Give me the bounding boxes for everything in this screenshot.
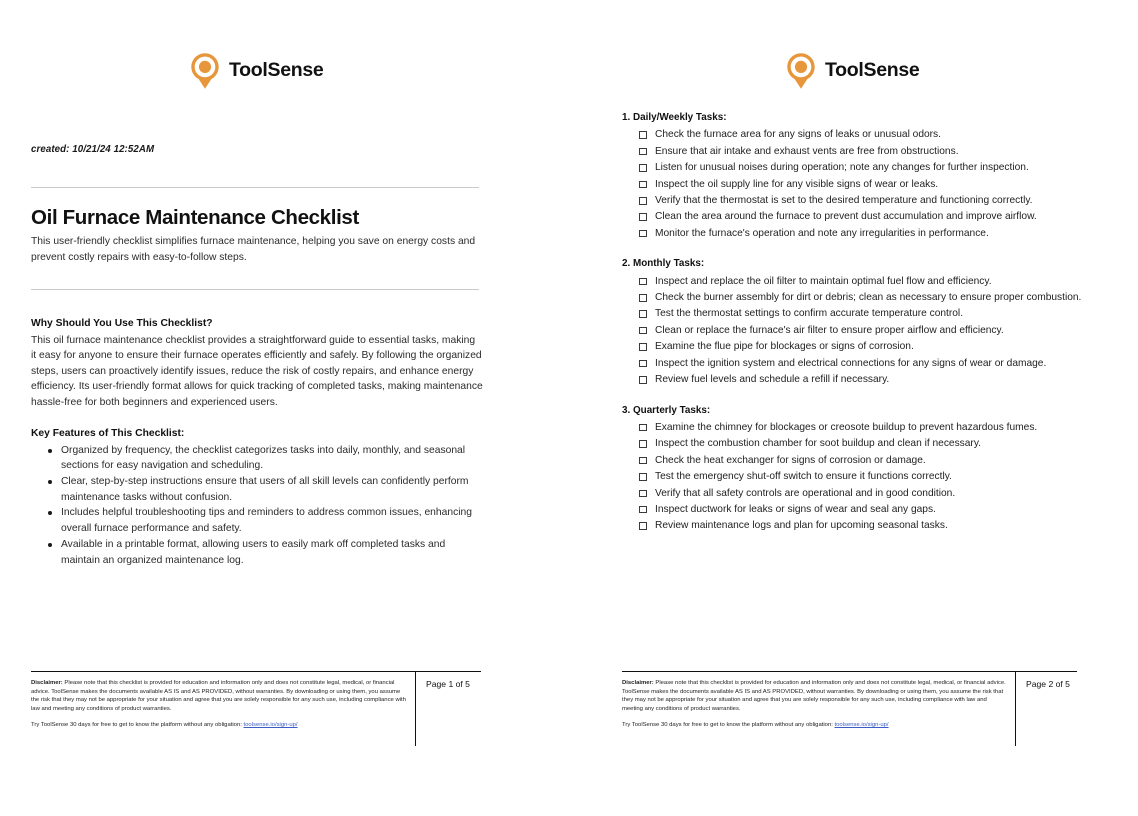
- checklist-item[interactable]: [639, 486, 1082, 502]
- task-section-monthly: [622, 256, 1082, 388]
- checklist-item[interactable]: [639, 127, 1082, 143]
- trial-text: Try ToolSense 30 days for free to get to know the platform without any obligation:: [622, 721, 835, 728]
- disclaimer-body: Please note that this checklist is provided for education and information only and does not constitute legal, medical, or financial advice. ToolSense makes the documents available AS IS and AS PROVIDED, without warranties. By downloading or using them, you assume the risk that they may not be appropriate for your situation and agree that you are solely responsible for any such use, including compliance with law and meeting any conditions of product warranties.: [31, 680, 406, 712]
- checkbox-icon[interactable]: [639, 440, 647, 448]
- checklist-item[interactable]: [639, 209, 1082, 225]
- why-section-heading: Why Should You Use This Checklist?: [31, 318, 213, 329]
- disclaimer-label: Disclaimer:: [622, 680, 654, 686]
- why-section: [31, 316, 483, 411]
- checkbox-icon[interactable]: [639, 181, 647, 189]
- checkbox-icon[interactable]: [639, 294, 647, 302]
- checklist-item-label: Verify that the thermostat is set to the desired temperature and functioning correctly.: [655, 195, 1033, 207]
- checklist-item[interactable]: [639, 290, 1082, 306]
- page-footer-2: [622, 671, 1077, 745]
- signup-link[interactable]: toolsense.io/sign-up/: [834, 721, 889, 728]
- page-title: Oil Furnace Maintenance Checklist: [31, 206, 359, 229]
- checklist-item[interactable]: [639, 436, 1082, 452]
- checklist-item-label: Test the emergency shut-off switch to ensure it functions correctly.: [655, 471, 952, 483]
- checklist-item-label: Review fuel levels and schedule a refill if necessary.: [655, 374, 890, 386]
- checkbox-icon[interactable]: [639, 522, 647, 530]
- checklist-item-label: Inspect and replace the oil filter to maintain optimal fuel flow and efficiency.: [655, 275, 992, 287]
- trial-text: Try ToolSense 30 days for free to get to know the platform without any obligation:: [31, 721, 244, 728]
- checklist-item[interactable]: [639, 177, 1082, 193]
- checklist-item[interactable]: [639, 323, 1082, 339]
- checklist-item-label: Clean the area around the furnace to prevent dust accumulation and improve airflow.: [655, 211, 1037, 223]
- footer-disclaimer: [31, 672, 415, 745]
- list-item: Includes helpful troubleshooting tips and reminders to address common issues, enhancing overall furnace performance and safety.: [61, 505, 483, 536]
- checkbox-icon[interactable]: [639, 213, 647, 221]
- checklist-item-label: Test the thermostat settings to confirm accurate temperature control.: [655, 308, 964, 320]
- footer-trial-line: [622, 721, 1007, 730]
- list-item: Organized by frequency, the checklist categorizes tasks into daily, monthly, and seasonal sections for easy navigation and scheduling.: [61, 443, 483, 474]
- checkbox-icon[interactable]: [639, 490, 647, 498]
- checkbox-icon[interactable]: [639, 327, 647, 335]
- checklist-body: [622, 110, 1082, 535]
- disclaimer-body: Please note that this checklist is provided for education and information only and does not constitute legal, medical, or financial advice. ToolSense makes the documents available AS IS and AS PROVIDED, without warranties. By downloading or using them, you assume the risk that they may not be appropriate for your situation and agree that you are solely responsible for any such use, including compliance with law and meeting any conditions of product warranties.: [622, 680, 1006, 712]
- checklist-item[interactable]: [639, 453, 1082, 469]
- list-item: Available in a printable format, allowing users to easily mark off completed tasks and maintain an organized maintenance log.: [61, 537, 483, 568]
- created-timestamp: created: 10/21/24 12:52AM: [31, 144, 155, 155]
- checklist-item-label: Clean or replace the furnace's air filter to ensure proper airflow and efficiency.: [655, 324, 1004, 336]
- checklist-item[interactable]: [639, 306, 1082, 322]
- task-section-heading: 1. Daily/Weekly Tasks:: [622, 112, 727, 123]
- checkbox-icon[interactable]: [639, 310, 647, 318]
- checkbox-icon[interactable]: [639, 343, 647, 351]
- checklist-item[interactable]: [639, 274, 1082, 290]
- checklist-item[interactable]: [639, 420, 1082, 436]
- checklist-item[interactable]: [639, 356, 1082, 372]
- task-list-monthly: [622, 274, 1082, 389]
- checklist-item[interactable]: [639, 193, 1082, 209]
- checklist-item[interactable]: [639, 160, 1082, 176]
- checklist-item-label: Check the burner assembly for dirt or debris; clean as necessary to ensure proper combustion.: [655, 292, 1082, 304]
- task-list-daily-weekly: [622, 127, 1082, 242]
- list-item: Clear, step-by-step instructions ensure that users of all skill levels can confidently perform maintenance tasks without confusion.: [61, 474, 483, 505]
- checklist-item[interactable]: [639, 226, 1082, 242]
- brand-name: ToolSense: [229, 59, 324, 82]
- checklist-item-label: Inspect the ignition system and electrical connections for any signs of wear or damage.: [655, 357, 1047, 369]
- checklist-item-label: Monitor the furnace's operation and note any irregularities in performance.: [655, 227, 989, 239]
- checkbox-icon[interactable]: [639, 457, 647, 465]
- checkbox-icon[interactable]: [639, 230, 647, 238]
- checklist-item-label: Inspect the combustion chamber for soot buildup and clean if necessary.: [655, 438, 981, 450]
- task-list-quarterly: [622, 420, 1082, 535]
- divider-bottom: [31, 289, 479, 290]
- location-pin-icon: [786, 52, 816, 90]
- why-section-body: This oil furnace maintenance checklist provides a straightforward guide to essential tasks, making it easy for anyone to ensure their furnace operates efficiently and safely. By following the organized steps, users can proactively identify issues, reduce the risk of costly repairs, and enhance energy efficiency. Its user-friendly format allows for quick tracking of completed tasks, making maintenance hassle-free for both beginners and experienced users.: [31, 334, 483, 408]
- page-number: Page 1 of 5: [415, 672, 481, 746]
- checklist-item[interactable]: [639, 518, 1082, 534]
- checkbox-icon[interactable]: [639, 376, 647, 384]
- page-number: Page 2 of 5: [1015, 672, 1077, 746]
- checklist-item-label: Inspect ductwork for leaks or signs of wear and seal any gaps.: [655, 503, 936, 515]
- checklist-item-label: Examine the flue pipe for blockages or signs of corrosion.: [655, 341, 914, 353]
- checkbox-icon[interactable]: [639, 424, 647, 432]
- checkbox-icon[interactable]: [639, 506, 647, 514]
- brand-name: ToolSense: [825, 59, 920, 82]
- checkbox-icon[interactable]: [639, 360, 647, 368]
- disclaimer-label: Disclaimer:: [31, 680, 63, 686]
- checkbox-icon[interactable]: [639, 131, 647, 139]
- checkbox-icon[interactable]: [639, 278, 647, 286]
- signup-link[interactable]: toolsense.io/sign-up/: [243, 721, 298, 728]
- checklist-item[interactable]: [639, 144, 1082, 160]
- divider-top: [31, 187, 479, 188]
- checkbox-icon[interactable]: [639, 164, 647, 172]
- footer-disclaimer: [622, 672, 1015, 745]
- checkbox-icon[interactable]: [639, 473, 647, 481]
- checklist-item-label: Listen for unusual noises during operation; note any changes for further inspection.: [655, 162, 1029, 174]
- checklist-item[interactable]: [639, 372, 1082, 388]
- location-pin-icon: [190, 52, 220, 90]
- task-section-heading: 2. Monthly Tasks:: [622, 258, 705, 270]
- checklist-item-label: Check the furnace area for any signs of leaks or unusual odors.: [655, 129, 941, 141]
- brand-logo-page-1: [190, 52, 323, 90]
- checklist-item[interactable]: [639, 502, 1082, 518]
- checkbox-icon[interactable]: [639, 197, 647, 205]
- checklist-item-label: Check the heat exchanger for signs of corrosion or damage.: [655, 454, 926, 466]
- task-section-heading: 3. Quarterly Tasks:: [622, 404, 711, 416]
- features-list: [31, 443, 483, 569]
- checklist-item-label: Review maintenance logs and plan for upcoming seasonal tasks.: [655, 520, 948, 532]
- task-section-quarterly: [622, 403, 1082, 535]
- page-footer-1: [31, 671, 481, 745]
- features-section: [31, 426, 483, 568]
- checklist-item-label: Ensure that air intake and exhaust vents are free from obstructions.: [655, 145, 959, 157]
- brand-logo-page-2: [786, 52, 919, 90]
- features-section-heading: Key Features of This Checklist:: [31, 428, 185, 439]
- page-subtitle: This user-friendly checklist simplifies furnace maintenance, helping you save on energy costs and prevent costly repairs with easy-to-follow steps.: [31, 236, 476, 263]
- checklist-item-label: Examine the chimney for blockages or creosote buildup to prevent hazardous fumes.: [655, 421, 1038, 433]
- checklist-item-label: Verify that all safety controls are operational and in good condition.: [655, 487, 956, 499]
- footer-trial-line: [31, 721, 407, 730]
- task-section-daily-weekly: [622, 110, 1082, 242]
- checklist-item[interactable]: [639, 339, 1082, 355]
- checklist-item[interactable]: [639, 469, 1082, 485]
- checkbox-icon[interactable]: [639, 148, 647, 156]
- checklist-item-label: Inspect the oil supply line for any visible signs of wear or leaks.: [655, 178, 939, 190]
